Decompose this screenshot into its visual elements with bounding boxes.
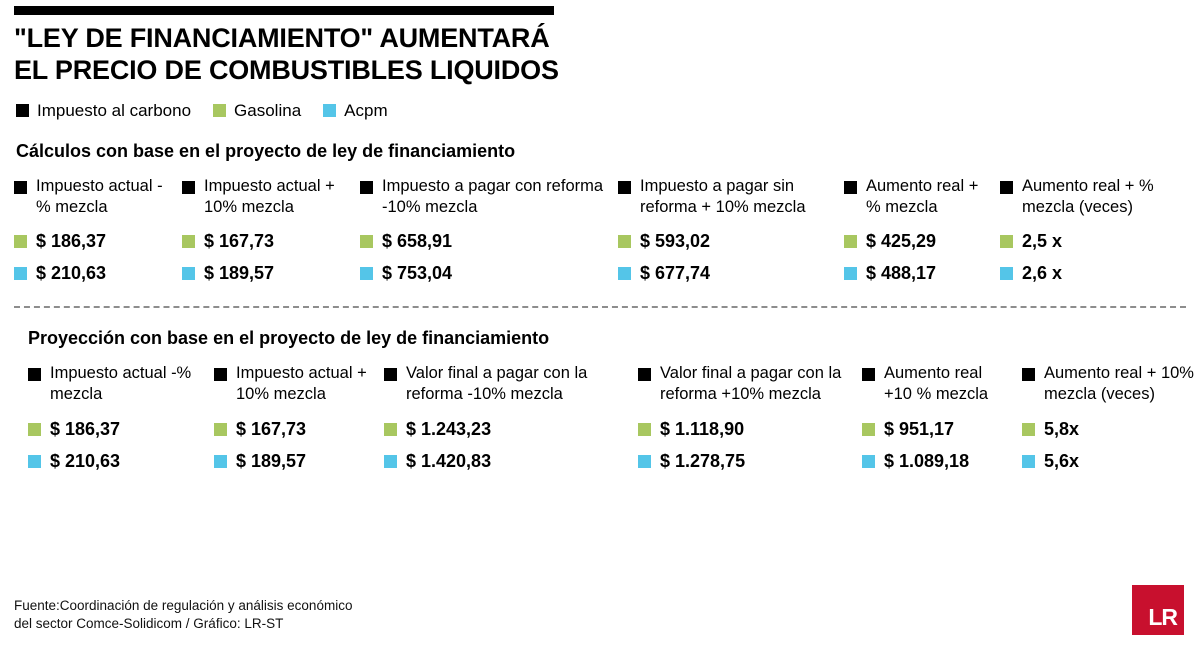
value-text: $ 210,63 [36,263,107,284]
carbon-tax-swatch-icon [862,368,875,381]
legend [16,101,1186,121]
la-republica-logo: LR [1132,585,1184,635]
value-cell [1000,263,1186,284]
column-header-label: Aumento real + % mezcla (veces) [1022,176,1154,216]
value-cell [862,451,1022,472]
value-cell [1022,419,1200,440]
table-row [14,263,1186,284]
value-cell [360,231,618,252]
value-text: $ 1.278,75 [660,450,746,471]
column-header [862,363,1022,405]
value-text: $ 186,37 [36,231,107,252]
carbon-tax-swatch-icon [638,368,651,381]
value-text: $ 753,04 [382,263,453,284]
column-header-label: Valor final a pagar con la reforma -10% mezcla [406,364,588,404]
value-text: $ 425,29 [866,231,937,252]
column-header-label: Impuesto a pagar sin reforma + 10% mezcla [640,176,806,216]
column-header-label: Impuesto a pagar con reforma -10% mezcla [382,176,604,216]
legend-swatch-icon [213,104,226,117]
value-text: $ 1.118,90 [660,418,745,439]
carbon-tax-swatch-icon [1000,181,1013,194]
value-text: 2,6 x [1022,263,1063,284]
value-text: $ 186,37 [50,418,121,439]
page-title-line-2: EL PRECIO DE COMBUSTIBLES LIQUIDOS [14,54,559,85]
value-cell [638,451,862,472]
column-header [1022,363,1200,405]
column-header [360,176,618,218]
column-header [14,176,182,218]
source-note-line-2: del sector Comce-Solidicom / Gráfico: LR-ST [14,615,284,631]
column-header [844,176,1000,218]
table-row [14,231,1186,252]
gasolina-swatch-icon [384,423,397,436]
acpm-swatch-icon [360,267,373,280]
legend-label: Acpm [344,100,388,120]
gasolina-swatch-icon [14,235,27,248]
legend-swatch-icon [16,104,29,117]
column-header [384,363,638,405]
column-header-label: Aumento real + % mezcla [866,176,979,216]
column-header [1000,176,1186,218]
acpm-swatch-icon [618,267,631,280]
acpm-swatch-icon [384,455,397,468]
value-cell [618,231,844,252]
column-header-label: Impuesto actual -% mezcla [50,364,192,404]
gasolina-swatch-icon [182,235,195,248]
value-cell [182,263,360,284]
acpm-swatch-icon [28,455,41,468]
column-header [618,176,844,218]
value-cell [844,231,1000,252]
acpm-swatch-icon [638,455,651,468]
value-text: $ 593,02 [640,231,711,252]
value-text: $ 677,74 [640,263,711,284]
value-text: 5,8x [1044,418,1080,439]
carbon-tax-swatch-icon [618,181,631,194]
gasolina-swatch-icon [360,235,373,248]
value-cell [618,263,844,284]
value-text: 2,5 x [1022,231,1063,252]
carbon-tax-swatch-icon [844,181,857,194]
value-text: $ 167,73 [236,418,307,439]
acpm-swatch-icon [1000,267,1013,280]
value-cell [14,231,182,252]
section-columns-header [14,176,1186,218]
source-note [14,597,352,633]
value-cell [214,451,384,472]
infographic-page [0,6,1200,649]
legend-item-acpm [323,101,387,121]
value-cell [862,419,1022,440]
carbon-tax-swatch-icon [214,368,227,381]
value-text: $ 210,63 [50,450,121,471]
value-cell [28,419,214,440]
carbon-tax-swatch-icon [28,368,41,381]
gasolina-swatch-icon [28,423,41,436]
value-text: $ 1.243,23 [406,418,492,439]
value-cell [214,419,384,440]
column-header [638,363,862,405]
value-text: $ 658,91 [382,231,453,252]
gasolina-swatch-icon [618,235,631,248]
column-header-label: Aumento real + 10% mezcla (veces) [1044,364,1194,404]
value-cell [844,263,1000,284]
column-header [182,176,360,218]
acpm-swatch-icon [862,455,875,468]
legend-label: Impuesto al carbono [37,100,192,120]
gasolina-swatch-icon [1022,423,1035,436]
value-text: $ 1.089,18 [884,450,970,471]
legend-swatch-icon [323,104,336,117]
column-header-label: Aumento real +10 % mezcla [884,364,989,404]
acpm-swatch-icon [1022,455,1035,468]
section-heading: Proyección con base en el proyecto de ley de financiamiento [28,328,550,349]
carbon-tax-swatch-icon [14,181,27,194]
page-title-line-1: "LEY DE FINANCIAMIENTO" AUMENTARÁ [14,23,550,53]
section-value-rows [14,419,1186,472]
table-row [28,451,1186,472]
value-cell [182,231,360,252]
section-divider [14,306,1186,308]
value-text: $ 488,17 [866,263,937,284]
section-value-rows [14,231,1186,284]
section-calculos [14,141,1186,285]
carbon-tax-swatch-icon [1022,368,1035,381]
value-text: $ 167,73 [204,231,275,252]
section-proyeccion [14,328,1194,472]
source-note-line-1: Fuente:Coordinación de regulación y análisis económico [14,597,353,613]
carbon-tax-swatch-icon [182,181,195,194]
gasolina-swatch-icon [862,423,875,436]
page-title [14,23,634,87]
value-cell [360,263,618,284]
value-cell [1022,451,1200,472]
column-header [28,363,214,405]
value-text: 5,6x [1044,450,1080,471]
value-text: $ 189,57 [204,263,275,284]
gasolina-swatch-icon [214,423,227,436]
top-rule [14,6,554,15]
legend-item-impuesto-al-carbono [16,101,191,121]
column-header-label: Impuesto actual -% mezcla [36,176,163,216]
section-columns-header [28,363,1194,405]
value-cell [384,451,638,472]
column-header [214,363,384,405]
acpm-swatch-icon [214,455,227,468]
value-cell [638,419,862,440]
carbon-tax-swatch-icon [360,181,373,194]
gasolina-swatch-icon [638,423,651,436]
column-header-label: Impuesto actual + 10% mezcla [236,364,367,404]
column-header-label: Impuesto actual + 10% mezcla [204,176,335,216]
acpm-swatch-icon [14,267,27,280]
value-cell [28,451,214,472]
table-row [28,419,1186,440]
gasolina-swatch-icon [844,235,857,248]
legend-label: Gasolina [234,100,302,120]
gasolina-swatch-icon [1000,235,1013,248]
value-text: $ 189,57 [236,450,307,471]
value-cell [384,419,638,440]
value-cell [1000,231,1186,252]
value-text: $ 1.420,83 [406,450,492,471]
acpm-swatch-icon [844,267,857,280]
acpm-swatch-icon [182,267,195,280]
value-cell [14,263,182,284]
legend-item-gasolina [213,101,301,121]
carbon-tax-swatch-icon [384,368,397,381]
value-text: $ 951,17 [884,418,955,439]
column-header-label: Valor final a pagar con la reforma +10% mezcla [660,364,842,404]
section-heading: Cálculos con base en el proyecto de ley de financiamiento [16,140,516,161]
